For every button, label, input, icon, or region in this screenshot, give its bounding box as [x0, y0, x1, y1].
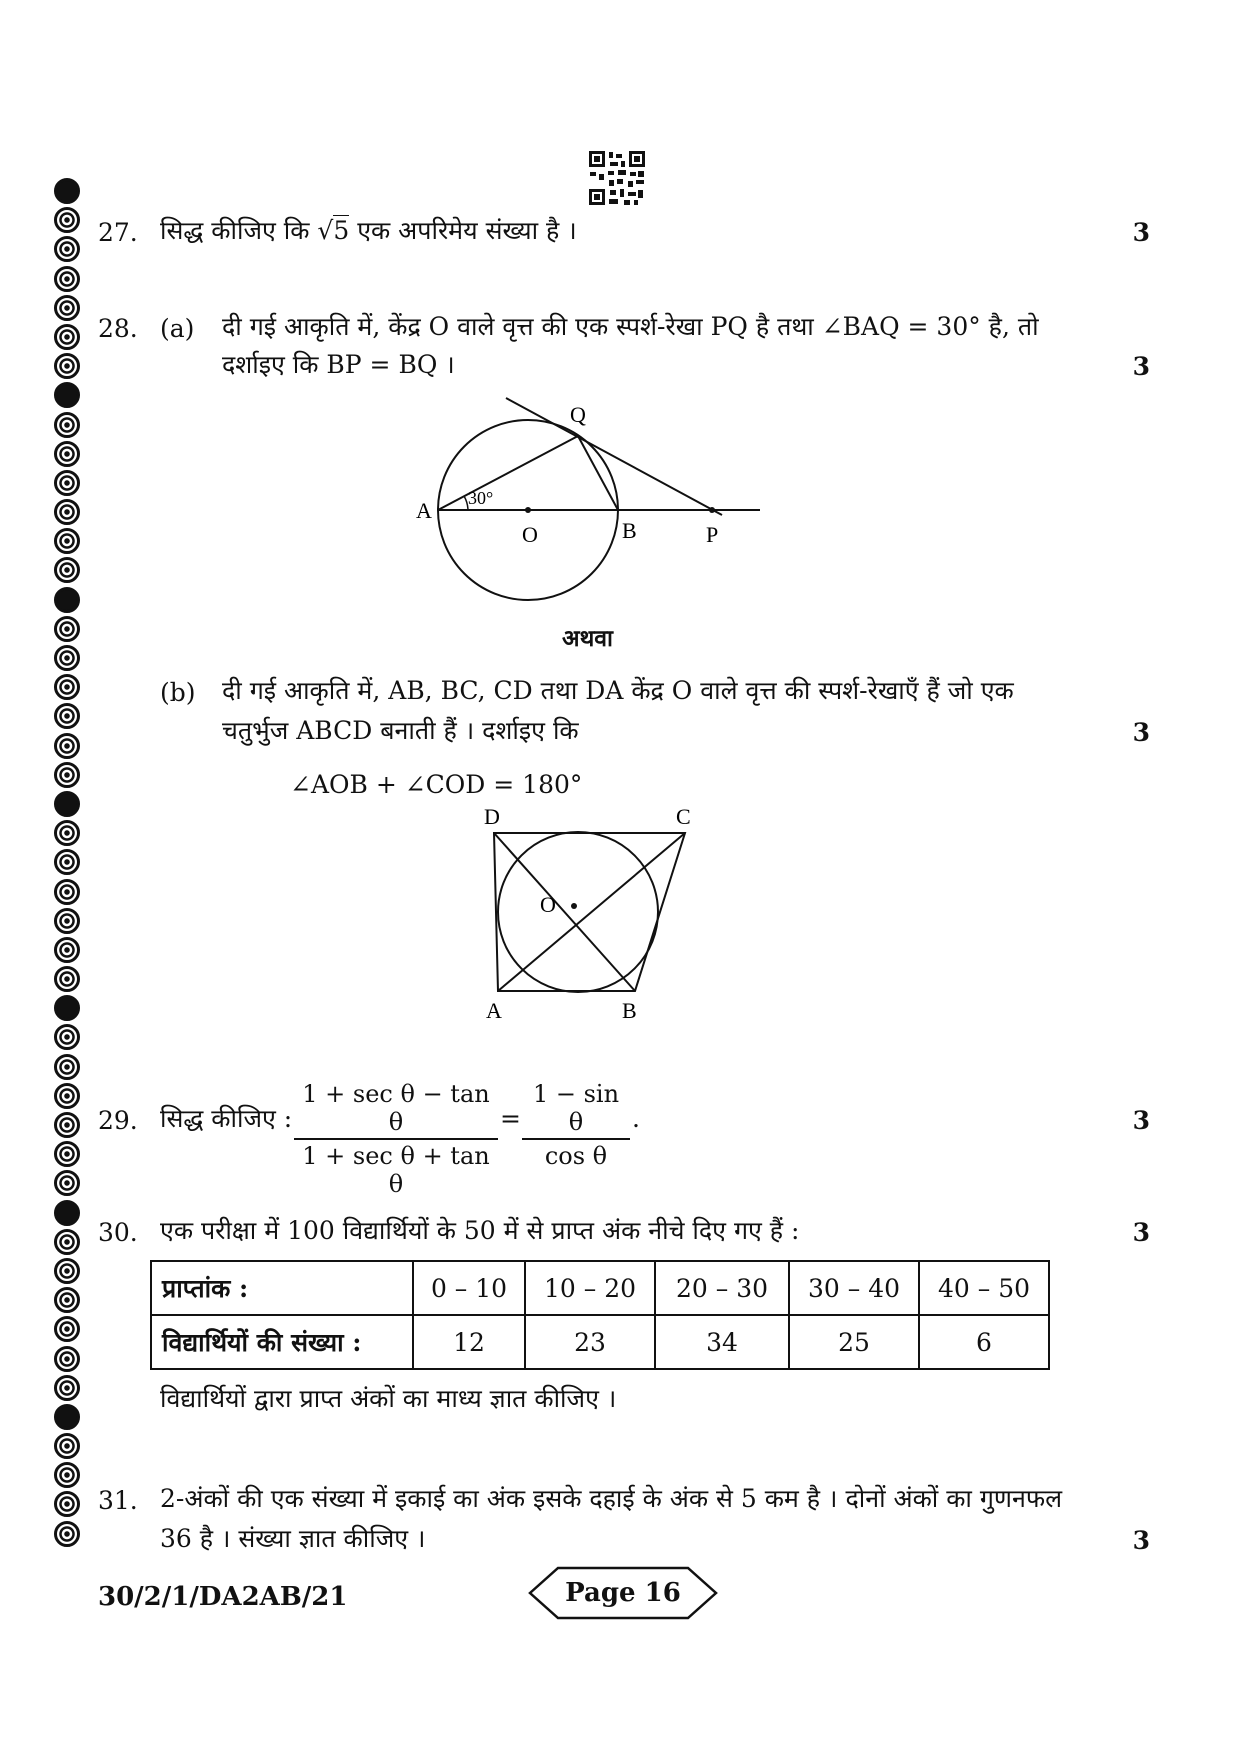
center-dot — [525, 507, 531, 513]
q31-line1: 2-अंकों की एक संख्या में इकाई का अंक इसके दहाई के अंक से 5 कम है । दोनों अंकों का गुणनफल — [160, 1484, 1063, 1513]
diagonal-ac — [498, 833, 685, 991]
ring-mark — [54, 1404, 80, 1430]
ring-mark — [54, 178, 80, 204]
paper-code: 30/2/1/DA2AB/21 — [98, 1582, 348, 1612]
ring-mark — [54, 995, 80, 1021]
equals-sign: = — [500, 1104, 521, 1133]
lhs-numerator: 1 + sec θ − tan θ — [294, 1080, 498, 1140]
table-row-header: विद्यार्थियों की संख्या : — [151, 1315, 413, 1369]
ring-mark — [54, 1521, 80, 1547]
sqrt-symbol: √ — [317, 216, 334, 245]
sqrt-value: 5 — [333, 216, 350, 245]
ring-mark — [54, 207, 80, 233]
q29-prefix: सिद्ध कीजिए : — [160, 1104, 293, 1133]
point-p-dot — [709, 507, 715, 513]
q28b-line2: चतुर्भुज ABCD बनाती हैं । दर्शाइए कि — [222, 716, 579, 745]
marks: 3 — [1132, 352, 1150, 381]
ring-mark — [54, 1229, 80, 1255]
ring-mark — [54, 820, 80, 846]
diagonal-bd — [494, 833, 635, 991]
ring-mark — [54, 528, 80, 554]
incircle — [498, 832, 658, 992]
ring-mark — [54, 324, 80, 350]
ring-mark — [54, 499, 80, 525]
q27-text-after: एक अपरिमेय संख्या है । — [357, 216, 577, 245]
ring-mark — [54, 908, 80, 934]
q27-text-before: सिद्ध कीजिए कि — [160, 216, 310, 245]
rhs-denominator: cos θ — [544, 1142, 608, 1170]
page-number: Page 16 — [565, 1578, 681, 1608]
fraction-lhs — [294, 1080, 498, 1198]
figure-circle-tangent — [410, 390, 770, 620]
ring-mark — [54, 470, 80, 496]
q28b-line1: दी गई आकृति में, AB, BC, CD तथा DA केंद्र O वाले वृत्त की स्पर्श-रेखाएँ हैं जो एक — [222, 676, 1014, 705]
q28b-equation: ∠AOB + ∠COD = 180° — [290, 770, 583, 799]
ring-mark — [54, 1491, 80, 1517]
label-b: B — [622, 518, 637, 543]
marks-distribution-table — [150, 1260, 1050, 1370]
sub-label-b: (b) — [160, 678, 196, 707]
or-separator: अथवा — [562, 625, 614, 652]
label-angle: 30° — [468, 488, 494, 508]
question-number: 30. — [98, 1218, 138, 1247]
rhs-numerator: 1 − sin θ — [522, 1080, 630, 1140]
ring-mark — [54, 1462, 80, 1488]
question-number: 31. — [98, 1486, 138, 1515]
ring-mark — [54, 353, 80, 379]
ring-mark — [54, 1054, 80, 1080]
label-p: P — [706, 522, 719, 547]
table-cell: 20 – 30 — [655, 1261, 789, 1315]
table-cell: 34 — [655, 1315, 789, 1369]
sub-label-a: (a) — [160, 314, 195, 343]
ring-mark — [54, 557, 80, 583]
table-cell: 40 – 50 — [919, 1261, 1049, 1315]
ring-mark — [54, 616, 80, 642]
ring-mark — [54, 441, 80, 467]
question-27-text — [160, 212, 577, 250]
marks: 3 — [1132, 1526, 1150, 1555]
ring-mark — [54, 645, 80, 671]
q30-text: एक परीक्षा में 100 विद्यार्थियों के 50 में से प्राप्त अंक नीचे दिए गए हैं : — [160, 1216, 800, 1245]
page-badge — [528, 1566, 718, 1620]
label-o: O — [522, 522, 538, 547]
ring-mark — [54, 703, 80, 729]
table-row — [151, 1315, 1049, 1369]
question-number: 27. — [98, 218, 138, 247]
ring-mark — [54, 1083, 80, 1109]
ring-mark — [54, 1112, 80, 1138]
ring-mark — [54, 1346, 80, 1372]
marks: 3 — [1132, 218, 1150, 247]
table-cell: 30 – 40 — [789, 1261, 919, 1315]
ring-mark — [54, 762, 80, 788]
label-a: A — [416, 498, 432, 523]
fraction-rhs — [522, 1080, 630, 1170]
table-cell: 10 – 20 — [525, 1261, 655, 1315]
q28a-line2: दर्शाइए कि BP = BQ । — [222, 350, 455, 379]
label-o: O — [540, 892, 556, 917]
ring-mark — [54, 295, 80, 321]
question-number: 28. — [98, 314, 138, 343]
label-d: D — [484, 804, 500, 829]
ring-mark — [54, 266, 80, 292]
question-number: 29. — [98, 1106, 138, 1135]
ring-mark — [54, 733, 80, 759]
ring-mark — [54, 1200, 80, 1226]
ring-mark — [54, 1316, 80, 1342]
ring-mark — [54, 937, 80, 963]
label-a: A — [486, 998, 502, 1023]
ring-mark — [54, 412, 80, 438]
q30-instruction: विद्यार्थियों द्वारा प्राप्त अंकों का माध्य ज्ञात कीजिए । — [160, 1384, 617, 1413]
ring-mark — [54, 849, 80, 875]
ring-mark — [54, 674, 80, 700]
marks: 3 — [1132, 718, 1150, 747]
table-cell: 0 – 10 — [413, 1261, 525, 1315]
period: . — [632, 1104, 640, 1133]
q31-line2: 36 है । संख्या ज्ञात कीजिए । — [160, 1524, 426, 1553]
ring-mark — [54, 236, 80, 262]
figure-quadrilateral — [470, 800, 710, 1030]
table-cell: 6 — [919, 1315, 1049, 1369]
table-row-header: प्राप्तांक : — [151, 1261, 413, 1315]
ring-mark — [54, 1433, 80, 1459]
ring-mark — [54, 791, 80, 817]
ring-mark — [54, 1024, 80, 1050]
ring-mark — [54, 1258, 80, 1284]
label-q: Q — [570, 402, 586, 427]
center-dot — [571, 903, 577, 909]
label-c: C — [676, 804, 691, 829]
qr-code — [588, 150, 646, 206]
ring-mark — [54, 1170, 80, 1196]
ring-mark — [54, 1375, 80, 1401]
table-row — [151, 1261, 1049, 1315]
lhs-denominator: 1 + sec θ + tan θ — [302, 1142, 490, 1198]
table-cell: 23 — [525, 1315, 655, 1369]
ring-mark — [54, 1141, 80, 1167]
table-cell: 25 — [789, 1315, 919, 1369]
chord-aq — [438, 436, 578, 510]
table-cell: 12 — [413, 1315, 525, 1369]
ring-mark — [54, 879, 80, 905]
ring-mark — [54, 587, 80, 613]
margin-rings — [54, 178, 88, 1550]
ring-mark — [54, 1287, 80, 1313]
ring-mark — [54, 966, 80, 992]
marks: 3 — [1132, 1106, 1150, 1135]
marks: 3 — [1132, 1218, 1150, 1247]
label-b: B — [622, 998, 637, 1023]
q28a-line1: दी गई आकृति में, केंद्र O वाले वृत्त की एक स्पर्श-रेखा PQ है तथा ∠BAQ = 30° है, तो — [222, 312, 1039, 341]
ring-mark — [54, 382, 80, 408]
